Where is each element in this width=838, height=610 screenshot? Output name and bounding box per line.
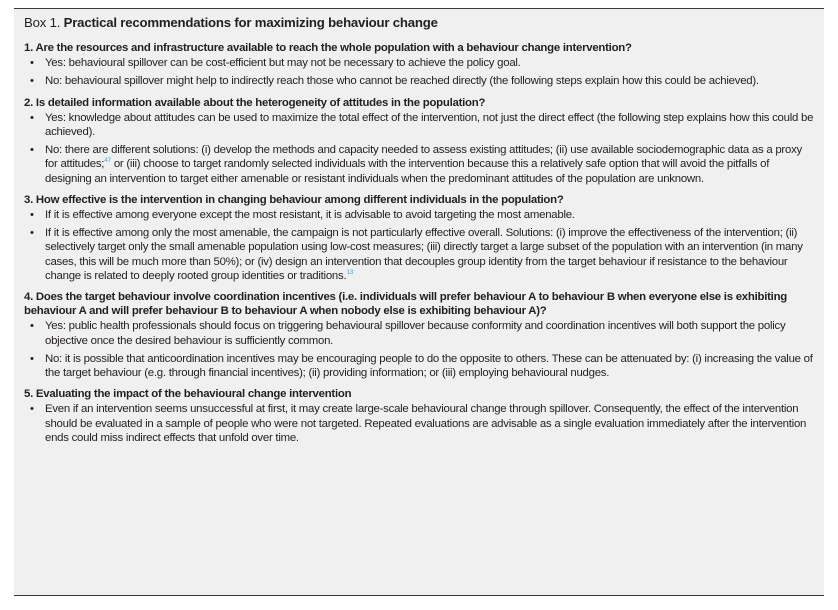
bullet-list (24, 56, 814, 88)
section-question: 1. Are the resources and infrastructure available to reach the whole population with a behaviour change intervention? (24, 42, 632, 54)
bullet-icon: • (30, 227, 34, 240)
list-item (24, 208, 814, 222)
citation-ref: 13 (346, 269, 354, 277)
item-text: Yes: public health professionals should focus on triggering behavioural spillover because conformity and coordination incentives will both support the policy objective once the desired behaviour is sufficiently common. (45, 320, 786, 347)
bullet-icon: • (30, 352, 34, 365)
section-4 (24, 290, 814, 380)
bullet-icon: • (30, 111, 34, 124)
list-item (24, 56, 814, 70)
section-question: 5. Evaluating the impact of the behavioural change intervention (24, 388, 352, 401)
section-3 (24, 193, 814, 283)
list-item (24, 352, 814, 380)
list-item (24, 319, 814, 347)
box-heading: Practical recommendations for maximizing behaviour change (63, 15, 438, 30)
bullet-list (24, 402, 814, 445)
bullet-list (24, 319, 814, 380)
bullet-list (24, 111, 814, 186)
item-text: No: there are different solutions: (i) develop the methods and capacity needed to assess existing attitudes; (ii) use available sociodemographic data as a proxy for attitudes; (45, 144, 802, 171)
list-item (24, 402, 814, 445)
section-question: 2. Is detailed information available about the heterogeneity of attitudes in the population? (24, 96, 486, 109)
item-text: Yes: behavioural spillover can be cost-efficient but may not be necessary to achieve the policy goal. (45, 57, 521, 70)
item-text: No: it is possible that anticoordination incentives may be encouraging people to do the opposite to others. These can be attenuated by: (i) increasing the value of the target behaviour (e.g. through financial incentives); (ii) providing information; or (iii) employing behavioural nudges. (45, 352, 813, 380)
list-item (24, 111, 814, 139)
item-text: Even if an intervention seems unsuccessful at first, it may create large-scale behavioural change through spillover. Consequently, the effect of the intervention should be evaluated in a sample of people who were not targeted. Repeated evaluations are advisable as a single evaluation immediately after the intervention ends could miss indirect effects that unfold over time. (45, 403, 807, 444)
sections-container (24, 41, 814, 445)
bullet-icon: • (30, 209, 34, 222)
section-question: 4. Does the target behaviour involve coordination incentives (i.e. individuals will prefer behaviour A to behaviour B when everyone else is exhibiting behaviour A and will prefer behaviour B to behaviour A when nobody else is exhibiting behaviour A)? (24, 291, 787, 318)
recommendations-box (14, 8, 824, 596)
section-question: 3. How effective is the intervention in changing behaviour among different individuals in the population? (24, 193, 564, 206)
list-item (24, 74, 814, 88)
section-5 (24, 387, 814, 445)
item-text: Yes: knowledge about attitudes can be used to maximize the total effect of the intervention, not just the direct effect (the following step explains how this could be achieved). (45, 111, 814, 139)
item-text: If it is effective among only the most amenable, the campaign is not particularly effective overall. Solutions: (i) improve the effectiveness of the intervention; (ii) selectively target only the small amenable population using low-cost measures; (iii) directly target a large subset of the population with an intervention (in many cases, this will be much more than 50%); or (iv) design an intervention that decouples group identity from the target behaviour if resistance to the behaviour change is related to deeply rooted group identities or traditions. (45, 227, 803, 282)
bullet-list (24, 208, 814, 283)
bullet-icon: • (30, 403, 34, 416)
bullet-icon: • (30, 57, 34, 70)
box-label: Box 1. (24, 15, 61, 30)
item-text: No: behavioural spillover might help to indirectly reach those who cannot be reached directly (the following steps explain how this could be achieved). (45, 75, 759, 88)
section-2 (24, 96, 814, 186)
list-item (24, 143, 814, 186)
bullet-icon: • (30, 75, 34, 88)
bullet-icon: • (30, 144, 34, 157)
item-text-continued: or (iii) choose to target randomly selected individuals with the intervention because this a relatively safe option that will avoid the pitfalls of designing an intervention to target either amenable or resistant individuals when the predominant attitudes of the population are unknown. (45, 158, 770, 185)
bullet-icon: • (30, 320, 34, 333)
item-text: If it is effective among everyone except the most resistant, it is advisable to avoid targeting the most amenable. (45, 209, 575, 222)
box-title (24, 15, 814, 31)
section-1 (24, 41, 814, 89)
list-item (24, 226, 814, 283)
citation-ref: 47 (104, 157, 111, 165)
